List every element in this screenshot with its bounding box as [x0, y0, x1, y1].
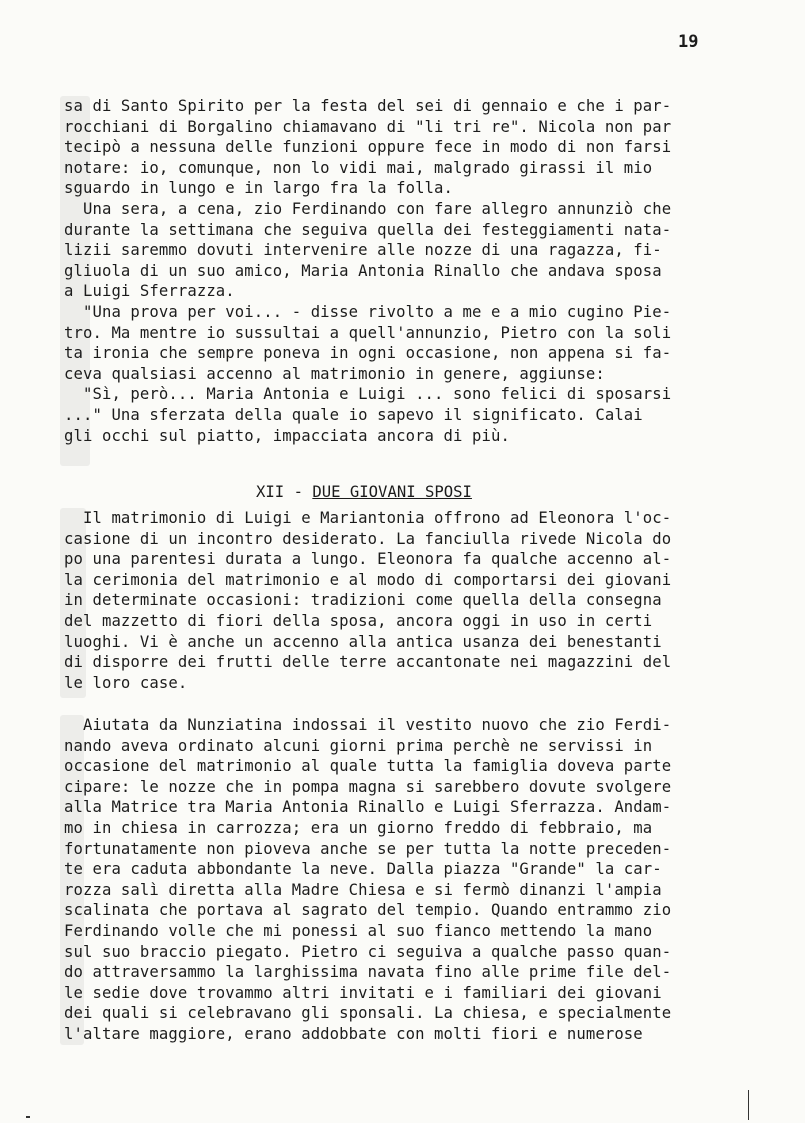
chapter-number: XII	[256, 483, 285, 501]
text-line: luoghi. Vi è anche un accenno alla antica usanza dei benestanti	[64, 632, 662, 651]
text-line: di disporre dei frutti delle terre accantonate nei magazzini del	[64, 653, 672, 672]
text-line: ta ironia che sempre poneva in ogni occasione, non appena si fa-	[64, 344, 672, 363]
text-line: Una sera, a cena, zio Ferdinando con fare allegro annunziò che	[64, 199, 672, 218]
text-line: mo in chiesa in carrozza; era un giorno freddo di febbraio, ma	[64, 818, 653, 837]
text-line: Ferdinando volle che mi ponessi al suo fianco mettendo la mano	[64, 921, 653, 940]
text-line: do attraversammo la larghissima navata fino alle prime file del-	[64, 963, 672, 982]
text-line: rozza salì diretta alla Madre Chiesa e si fermò dinanzi l'ampia	[64, 880, 662, 899]
text-line: sul suo braccio piegato. Pietro ci seguiva a qualche passo quan-	[64, 942, 672, 961]
scan-dot	[26, 1116, 30, 1118]
text-line: cipare: le nozze che in pompa magna si sarebbero dovute svolgere	[64, 777, 672, 796]
text-line: scalinata che portava al sagrato del tempio. Quando entrammo zio	[64, 901, 672, 920]
text-line: dei quali si celebravano gli sponsali. La chiesa, e specialmente	[64, 1004, 672, 1023]
text-line: Il matrimonio di Luigi e Mariantonia offrono ad Eleonora l'oc-	[64, 509, 672, 527]
page-number: 19	[678, 32, 699, 52]
text-line: tro. Ma mentre io sussultai a quell'annunzio, Pietro con la soli	[64, 323, 672, 342]
text-line: sa di Santo Spirito per la festa del sei di gennaio e che i par-	[64, 97, 672, 115]
text-line: durante la settimana che seguiva quella dei festeggiamenti nata-	[64, 220, 672, 239]
chapter-summary	[64, 508, 754, 693]
text-line: "Una prova per voi... - disse rivolto a me e a mio cugino Pie-	[64, 302, 672, 321]
text-line: nando aveva ordinato alcuni giorni prima perchè ne servissi in	[64, 736, 653, 755]
text-line: Aiutata da Nunziatina indossai il vestito nuovo che zio Ferdi-	[64, 716, 672, 734]
continuing-text	[64, 96, 754, 446]
text-line: te era caduta abbondante la neve. Dalla piazza "Grande" la car-	[64, 860, 662, 879]
text-line: del mazzetto di fiori della sposa, ancora oggi in uso in certi	[64, 611, 653, 630]
text-line: tecipò a nessuna delle funzioni oppure fece in modo di non farsi	[64, 138, 672, 157]
text-line: la cerimonia del matrimonio e al modo di comportarsi dei giovani	[64, 570, 672, 589]
scan-margin-line	[748, 1090, 749, 1120]
text-line: gli occhi sul piatto, impacciata ancora di più.	[64, 426, 510, 445]
text-line: notare: io, comunque, non lo vidi mai, malgrado girassi il mio	[64, 158, 653, 177]
chapter-separator: -	[293, 483, 303, 501]
chapter-body	[64, 715, 754, 1045]
text-line: occasione del matrimonio al quale tutta la famiglia doveva parte	[64, 757, 672, 776]
text-line: rocchiani di Borgalino chiamavano di "li tri re". Nicola non par	[64, 117, 672, 136]
text-line: le loro case.	[64, 673, 188, 692]
text-line: "Sì, però... Maria Antonia e Luigi ... sono felici di sposarsi	[64, 385, 672, 404]
chapter-heading	[256, 482, 472, 502]
text-line: gliuola di un suo amico, Maria Antonia Rinallo che andava sposa	[64, 261, 662, 280]
text-line: ceva qualsiasi accenno al matrimonio in genere, aggiunse:	[64, 364, 605, 383]
text-line: a Luigi Sferrazza.	[64, 282, 235, 301]
chapter-title: DUE GIOVANI SPOSI	[312, 483, 472, 501]
text-line: casione di un incontro desiderato. La fanciulla rivede Nicola do	[64, 529, 672, 548]
text-line: le sedie dove trovammo altri invitati e i familiari dei giovani	[64, 983, 662, 1002]
text-line: fortunatamente non pioveva anche se per tutta la notte preceden-	[64, 839, 672, 858]
text-line: sguardo in lungo e in largo fra la folla.	[64, 179, 454, 198]
text-line: in determinate occasioni: tradizioni come quella della consegna	[64, 591, 662, 610]
text-line: ..." Una sferzata della quale io sapevo il significato. Calai	[64, 405, 643, 424]
text-line: l'altare maggiore, erano addobbate con molti fiori e numerose	[64, 1024, 643, 1043]
text-line: po una parentesi durata a lungo. Eleonora fa qualche accenno al-	[64, 550, 672, 569]
text-line: lizii saremmo dovuti intervenire alle nozze di una ragazza, fi-	[64, 241, 662, 260]
text-line: alla Matrice tra Maria Antonia Rinallo e Luigi Sferrazza. Andam-	[64, 798, 672, 817]
